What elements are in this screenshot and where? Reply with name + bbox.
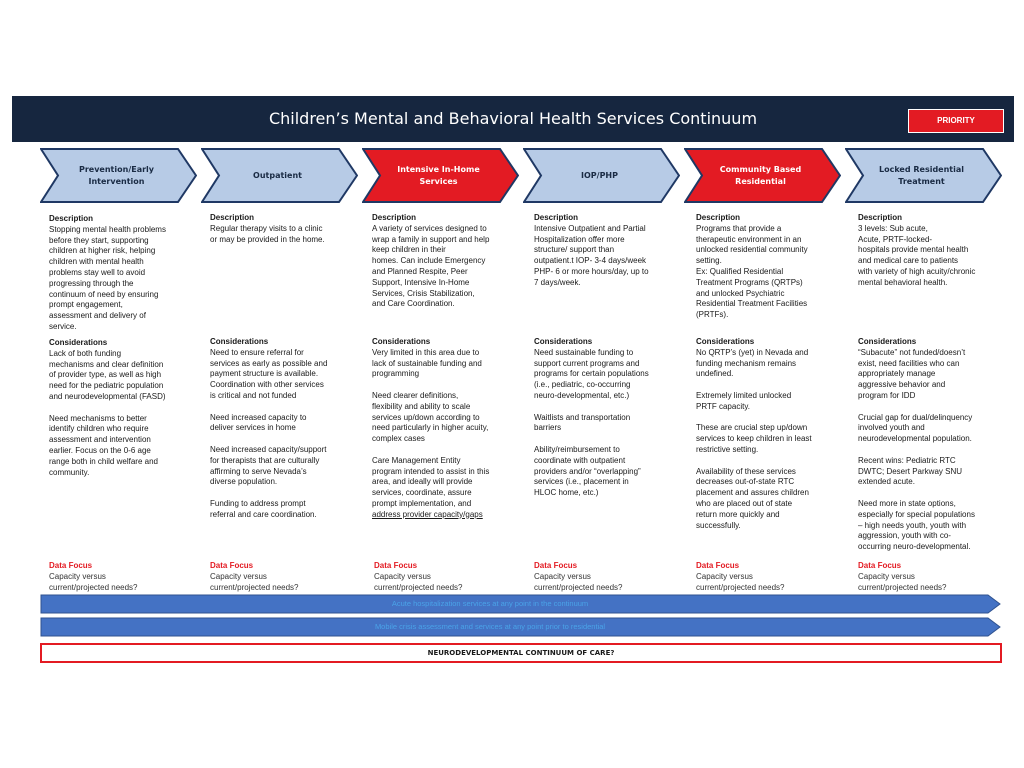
page-title: Children’s Mental and Behavioral Health Services Continuum <box>268 109 758 128</box>
column-locked-data-focus <box>858 561 998 593</box>
column-intensive-description <box>372 213 522 310</box>
data-focus-text: Capacity versus current/projected needs? <box>534 571 623 592</box>
column-outpatient-description <box>210 213 360 245</box>
stage-chevron-intensive-in-home <box>362 148 519 203</box>
considerations-heading: Considerations <box>49 338 108 347</box>
description-text: A variety of services designed to wrap a family in support and help keep children in their homes. Can include Emergency and Planned Respite, Peer Support, Intensive In-Home Services, Crisis Stabilization, and Care Coordination. <box>372 223 490 309</box>
stage-chevron-community-residential <box>684 148 841 203</box>
considerations-heading: Considerations <box>372 337 431 346</box>
data-focus-text: Capacity versus current/projected needs? <box>210 571 299 592</box>
data-focus-heading: Data Focus <box>374 561 418 570</box>
stage-label: Outpatient <box>253 170 302 180</box>
column-prevention-considerations <box>49 338 199 478</box>
stage-chevron-iop-php <box>523 148 680 203</box>
considerations-text: Lack of both funding mechanisms and clear definition of provider type, as well as high need for the pediatric population and neurodevelopmental (FASD) Need mechanisms to better identify children who require assessment and intervention earlier. Focus on the 0-6 age range both in child welfare and community. <box>49 348 166 477</box>
column-iop-php-description <box>534 213 684 289</box>
stage-label: Locked Residential Treatment <box>878 164 965 186</box>
column-locked-considerations <box>858 337 998 553</box>
column-iop-php-considerations <box>534 337 684 499</box>
considerations-text: “Subacute” not funded/doesn’t exist, need facilities who can appropriately manage aggressive behavior and program for IDD Crucial gap for dual/delinquency involved youth and neurodevelopmental population. Recent wins: Pediatric RTC DWTC; Desert Parkway SNU extended acute. Need more in state options, especially for special populations – high needs youth, youth with aggression, youth with co- occurring neuro-developmental. <box>858 347 975 552</box>
data-focus-heading: Data Focus <box>534 561 578 570</box>
description-heading: Description <box>696 213 741 222</box>
band-text: Mobile crisis assessment and services at any point prior to residential <box>374 622 606 631</box>
priority-badge: PRIORITY <box>908 109 1004 133</box>
column-prevention-data-focus <box>49 561 199 593</box>
mobile-crisis-band <box>40 617 1000 637</box>
data-focus-heading: Data Focus <box>696 561 740 570</box>
column-prevention-description <box>49 214 199 333</box>
column-outpatient-data-focus <box>210 561 360 593</box>
stage-label: Prevention/Early Intervention <box>78 164 154 186</box>
acute-hospitalization-band <box>40 594 1000 614</box>
description-text: Stopping mental health problems before they start, supporting children at higher risk, helping children with mental health problems stay well to avoid progressing through the continuum of need by ensuring prompt engagement, assessment and delivery of service. <box>49 224 166 331</box>
data-focus-text: Capacity versus current/projected needs? <box>374 571 463 592</box>
stage-chevron-outpatient <box>201 148 358 203</box>
considerations-heading: Considerations <box>858 337 917 346</box>
title-bar <box>12 96 1014 142</box>
column-locked-description <box>858 213 998 289</box>
stage-label: Community Based Residential <box>719 164 802 186</box>
description-heading: Description <box>534 213 579 222</box>
description-heading: Description <box>49 214 94 223</box>
data-focus-heading: Data Focus <box>210 561 254 570</box>
considerations-underlined-text: address provider capacity/gaps <box>372 509 483 519</box>
description-heading: Description <box>210 213 255 222</box>
description-text: Intensive Outpatient and Partial Hospitalization offer more structure/ support than outpatient.t IOP- 3-4 days/week PHP- 6 or more hours/day, up to 7 days/week. <box>534 223 649 287</box>
considerations-heading: Considerations <box>696 337 755 346</box>
description-heading: Description <box>372 213 417 222</box>
column-community-considerations <box>696 337 846 531</box>
column-iop-php-data-focus <box>534 561 684 593</box>
description-text: Regular therapy visits to a clinic or may be provided in the home. <box>210 223 325 244</box>
description-text: 3 levels: Sub acute, Acute, PRTF-locked- hospitals provide mental health and medical care to patients with variety of high acuity/chronic mental behavioral health. <box>858 223 976 287</box>
data-focus-text: Capacity versus current/projected needs? <box>858 571 947 592</box>
data-focus-text: Capacity versus current/projected needs? <box>696 571 785 592</box>
considerations-heading: Considerations <box>534 337 593 346</box>
stage-chevron-prevention <box>40 148 197 203</box>
neurodevelopmental-continuum-box: NEURODEVELOPMENTAL CONTINUUM OF CARE? <box>40 643 1002 663</box>
considerations-text: Need to ensure referral for services as early as possible and payment structure is available. Coordination with other services is critical and not funded Need increased capacity to deliver services in home Need increased capacity/support for therapists that are culturally affirming to serve Nevada’s diverse population. Funding to address prompt referral and care coordination. <box>210 347 328 519</box>
stage-label: IOP/PHP <box>581 170 618 180</box>
considerations-text: Need sustainable funding to support current programs and programs for certain populations (i.e., pediatric, co-occurring neuro-developmental, etc.) Waitlists and transportation barriers Ability/reimbursement to coordinate with outpatient providers and/or “overlapping” services (i.e., placement in HLOC home, etc.) <box>534 347 649 498</box>
data-focus-heading: Data Focus <box>858 561 902 570</box>
considerations-text: Very limited in this area due to lack of sustainable funding and programming Need clearer definitions, flexibility and ability to scale services up/down according to need particularly in higher acuity, complex cases Care Management Entity program intended to assist in this area, and ideally will provide services, coordinate, assure prompt implementation, and <box>372 347 490 508</box>
description-heading: Description <box>858 213 903 222</box>
data-focus-heading: Data Focus <box>49 561 93 570</box>
band-text: Acute hospitalization services at any point in the continuum <box>391 599 589 608</box>
considerations-text: No QRTP’s (yet) in Nevada and funding mechanism remains undefined. Extremely limited unlocked PRTF capacity. These are crucial step up/down services to keep children in least restrictive setting. Availability of these services decreases out-of-state RTC placement and assures children who are placed out of state return more quickly and successfully. <box>696 347 812 530</box>
column-outpatient-considerations <box>210 337 360 521</box>
column-intensive-considerations <box>372 337 522 521</box>
stage-label: Intensive In-Home Services <box>397 164 480 186</box>
description-text: Programs that provide a therapeutic environment in an unlocked residential community setting. Ex: Qualified Residential Treatment Programs (QRTPs) and unlocked Psychiatric Residential Treatment Facilities (PRTFs). <box>696 223 808 320</box>
column-community-data-focus <box>696 561 846 593</box>
considerations-heading: Considerations <box>210 337 269 346</box>
data-focus-text: Capacity versus current/projected needs? <box>49 571 138 592</box>
stage-chevron-locked-residential <box>845 148 1002 203</box>
column-community-description <box>696 213 846 321</box>
column-intensive-data-focus <box>374 561 524 593</box>
